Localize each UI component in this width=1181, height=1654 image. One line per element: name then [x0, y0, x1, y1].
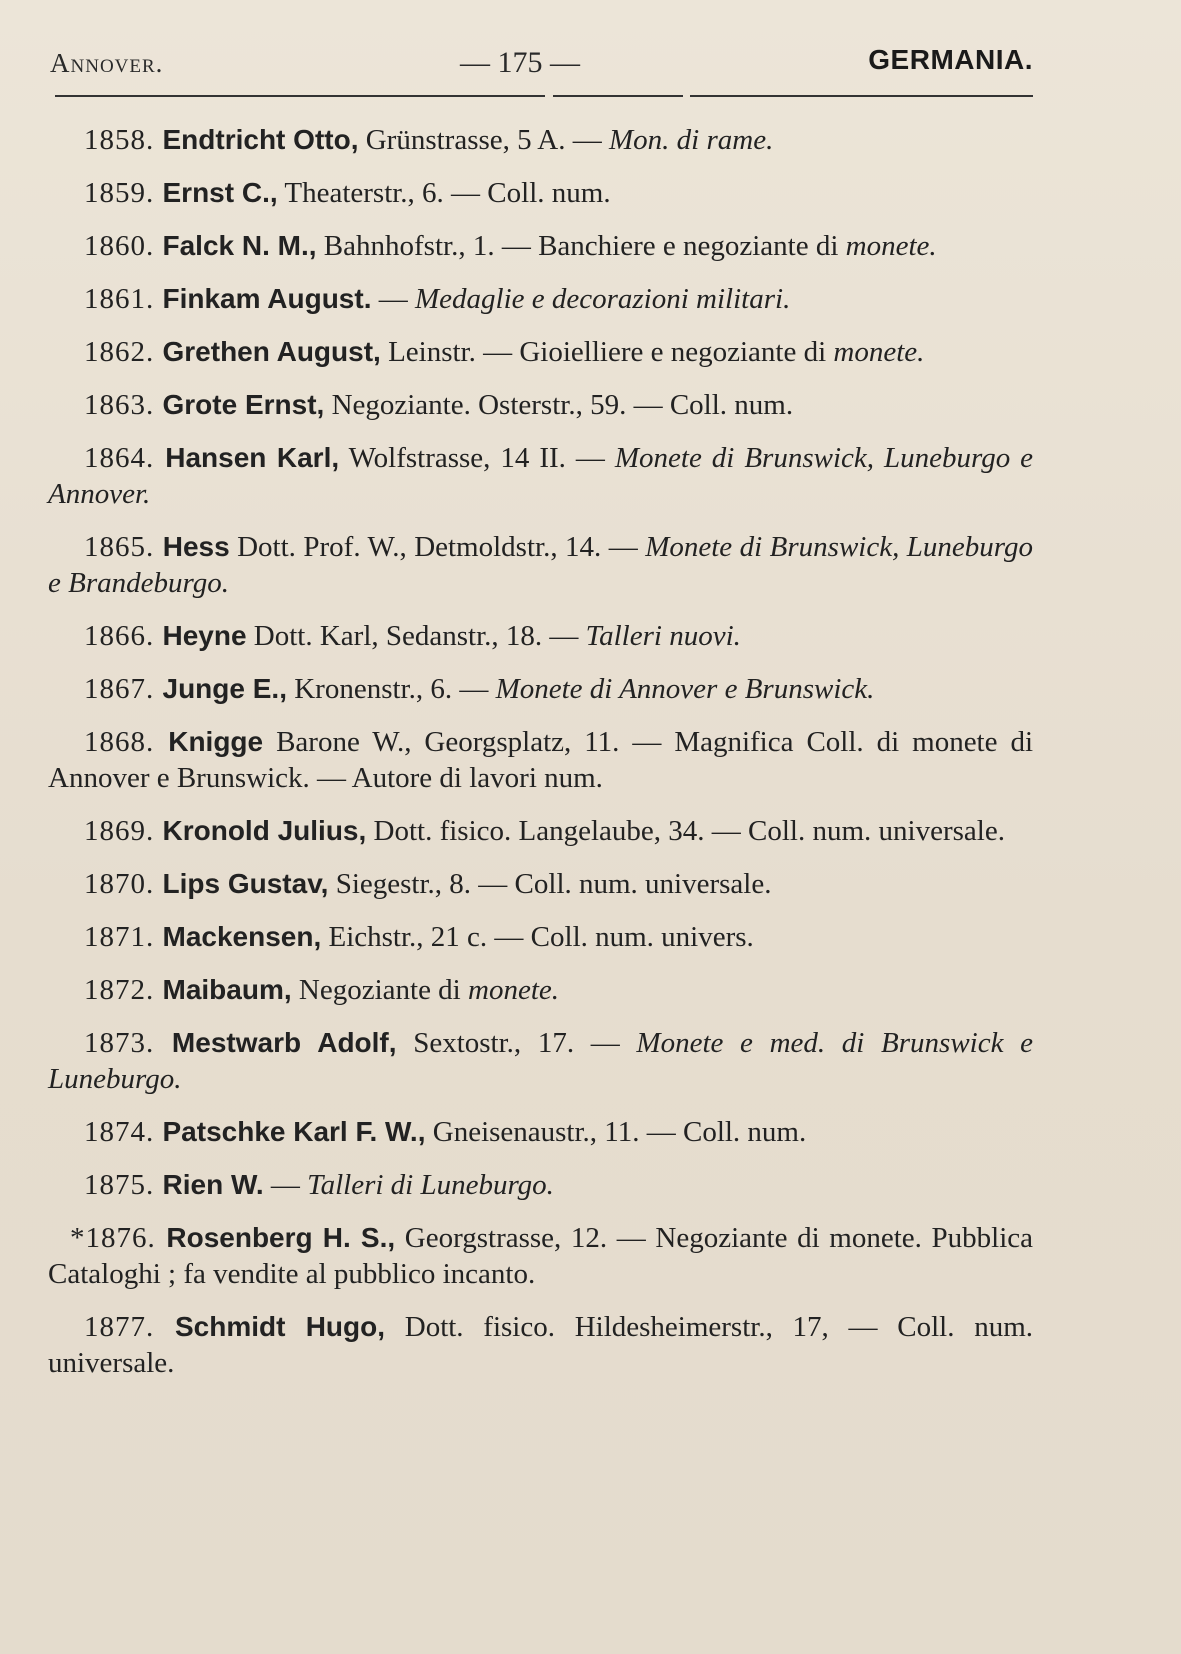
entry-name: Ernst C., — [162, 177, 278, 208]
entry-name: Maibaum, — [162, 974, 292, 1005]
directory-entry — [48, 281, 1033, 317]
entry-description: Monete di Brunswick, Luneburgo e Brandeburgo. — [48, 531, 1034, 599]
directory-entry — [48, 1220, 1033, 1292]
entry-number: 1872. — [84, 974, 163, 1006]
directory-entry — [48, 671, 1033, 707]
entry-description: Talleri di Luneburgo. — [307, 1169, 554, 1201]
entry-description: Monete di Brunswick, Luneburgo e Annover. — [48, 442, 1034, 510]
entry-name: Rien W. — [162, 1169, 264, 1200]
entry-description: monete. — [845, 230, 937, 262]
entry-details: Theaterstr., 6. — Coll. num. — [277, 177, 611, 209]
entry-name: Patschke Karl F. W., — [162, 1116, 426, 1147]
entry-name: Schmidt Hugo, — [174, 1311, 386, 1342]
entry-number: 1866. — [84, 620, 163, 652]
entry-description: Monete di Annover e Brunswick. — [495, 673, 875, 705]
entry-number: *1876. — [70, 1222, 167, 1254]
entry-name: Falck N. M., — [162, 230, 317, 261]
entry-number: 1867. — [84, 673, 163, 705]
entry-details: Eichstr., 21 c. — Coll. num. univers. — [321, 921, 754, 953]
directory-entry — [48, 387, 1033, 423]
entry-number: 1858. — [84, 124, 163, 156]
entry-name: Lips Gustav, — [162, 868, 329, 899]
directory-entry — [48, 529, 1033, 601]
directory-entry — [48, 618, 1033, 654]
entry-number: 1870. — [84, 868, 163, 900]
entry-number: 1875. — [84, 1169, 163, 1201]
entry-description: Monete e med. di Brunswick e Luneburgo. — [48, 1027, 1033, 1095]
entry-name: Kronold Julius, — [162, 815, 367, 846]
header-rule-left — [55, 95, 545, 97]
entry-name: Hess — [162, 531, 230, 562]
entry-number: 1874. — [84, 1116, 163, 1148]
entry-number: 1873. — [84, 1027, 172, 1059]
running-header — [50, 38, 1033, 84]
entry-details: Kronenstr., 6. — — [286, 673, 496, 705]
entry-details: Wolfstrasse, 14 II. — — [339, 442, 615, 474]
directory-entry — [48, 1309, 1033, 1381]
directory-entry — [48, 1167, 1033, 1203]
directory-entry — [48, 1114, 1033, 1150]
entry-name: Endtricht Otto, — [162, 124, 359, 155]
entry-name: Grethen August, — [162, 336, 381, 367]
directory-entry — [48, 334, 1033, 370]
entry-name: Finkam August. — [162, 283, 372, 314]
entry-details: Siegestr., 8. — Coll. num. universale. — [328, 868, 772, 900]
entry-description: monete. — [833, 336, 925, 368]
entry-name: Heyne — [162, 620, 247, 651]
entry-details: Barone W., Georgsplatz, 11. — Magnifica Coll. di monete di Annover e Brunswick. — Autore di lavori num. — [48, 726, 1034, 794]
entry-name: Junge E., — [162, 673, 287, 704]
entry-name: Mestwarb Adolf, — [171, 1027, 397, 1058]
header-right-title: GERMANIA. — [868, 44, 1033, 75]
entry-description: Medaglie e decorazioni militari. — [414, 283, 791, 315]
entry-number: 1861. — [84, 283, 163, 315]
entry-description: monete. — [468, 974, 559, 1006]
entry-details: Georgstrasse, 12. — Negoziante di monete. Pubblica Cataloghi ; fa vendite al pubblico incanto. — [48, 1222, 1033, 1290]
entry-number: 1871. — [84, 921, 163, 953]
entry-details: Bahnhofstr., 1. — Banchiere e negoziante di — [316, 230, 846, 262]
entry-name: Grote Ernst, — [162, 389, 325, 420]
entry-details: Leinstr. — Gioielliere e negoziante di — [380, 336, 834, 368]
entry-description: Mon. di rame. — [609, 124, 774, 156]
entry-name: Rosenberg H. S., — [166, 1222, 396, 1253]
entry-details: — — [371, 283, 415, 315]
entry-number: 1863. — [84, 389, 163, 421]
entry-details: Dott. fisico. Langelaube, 34. — Coll. num. universale. — [366, 815, 1005, 847]
header-rule-middle — [553, 95, 683, 97]
entry-number: 1864. — [84, 442, 166, 474]
page-number: — 175 — — [460, 46, 580, 79]
directory-entry — [48, 972, 1033, 1008]
entry-name: Mackensen, — [162, 921, 322, 952]
directory-entry — [48, 1025, 1033, 1097]
entry-details: Dott. Karl, Sedanstr., 18. — — [246, 620, 586, 652]
header-left-title: Annover. — [50, 48, 164, 78]
entry-name: Hansen Karl, — [165, 442, 340, 473]
entry-details: — — [263, 1169, 308, 1201]
entry-name: Knigge — [168, 726, 264, 757]
entry-number: 1869. — [84, 815, 163, 847]
entry-number: 1862. — [84, 336, 163, 368]
directory-entry — [48, 228, 1033, 264]
entry-number: 1865. — [84, 531, 163, 563]
entry-details: Gneisenaustr., 11. — Coll. num. — [425, 1116, 807, 1148]
entry-details: Dott. Prof. W., Detmoldstr., 14. — — [229, 531, 646, 563]
entry-number: 1860. — [84, 230, 163, 262]
header-rule-right — [690, 95, 1033, 97]
entry-details: Grünstrasse, 5 A. — — [358, 124, 609, 156]
directory-entry — [48, 813, 1033, 849]
directory-entries — [48, 122, 1033, 1398]
entry-details: Negoziante. Osterstr., 59. — Coll. num. — [324, 389, 794, 421]
entry-number: 1859. — [84, 177, 163, 209]
entry-details: Negoziante di — [291, 974, 468, 1006]
entry-number: 1868. — [84, 726, 169, 758]
directory-entry — [48, 919, 1033, 955]
directory-entry — [48, 175, 1033, 211]
entry-description: Talleri nuovi. — [585, 620, 741, 652]
directory-entry — [48, 440, 1033, 512]
entry-details: Dott. fisico. Hildesheimerstr., 17, — Coll. num. universale. — [48, 1311, 1033, 1379]
entry-number: 1877. — [84, 1311, 175, 1343]
directory-entry — [48, 724, 1033, 796]
directory-entry — [48, 122, 1033, 158]
directory-entry — [48, 866, 1033, 902]
entry-details: Sextostr., 17. — — [396, 1027, 637, 1059]
